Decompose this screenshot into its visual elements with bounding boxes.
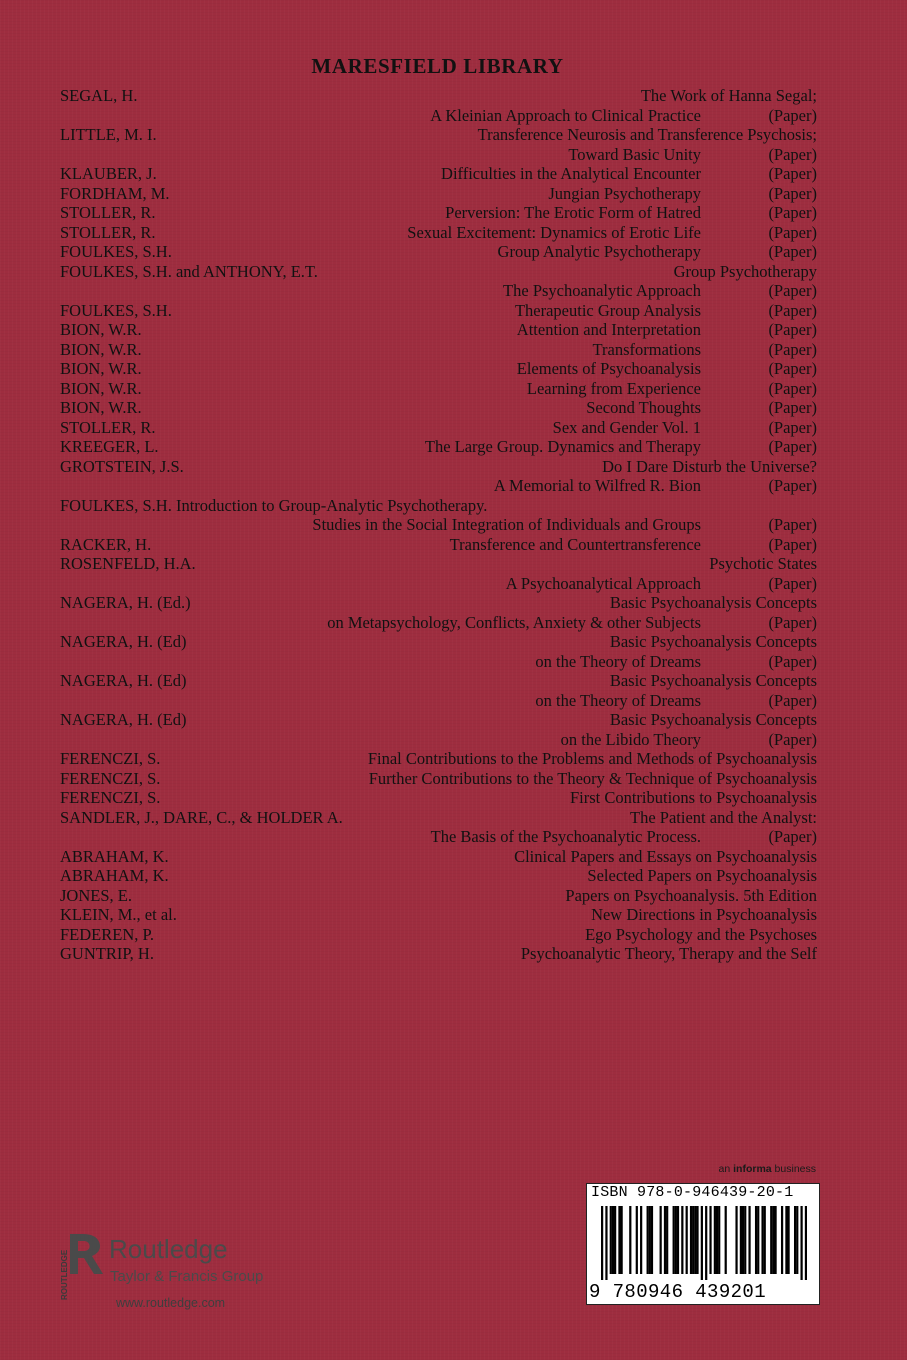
entry-title: Basic Psychoanalysis Concepts [609, 593, 817, 612]
barcode-bar [787, 1206, 789, 1274]
entry-title: Group Psychotherapy [673, 261, 817, 281]
entry-title: First Contributions to Psychoanalysis [569, 788, 817, 807]
entry-format: (Paper) [768, 339, 817, 359]
barcode-bar [735, 1206, 737, 1274]
entry-format: (Paper) [768, 300, 817, 320]
entry-author: ABRAHAM, K. [60, 846, 169, 866]
list-item [60, 769, 817, 789]
list-item [60, 164, 817, 184]
entry-title: The Basis of the Psychoanalytic Process. [430, 827, 701, 846]
entry-author: FOULKES, S.H. Introduction to Group-Analytic Psychotherapy. [60, 495, 488, 515]
entry-format: (Paper) [768, 398, 817, 417]
list-item [60, 223, 817, 243]
entry-author: FERENCZI, S. [60, 749, 161, 768]
barcode-bar [673, 1206, 675, 1274]
barcode-bar [718, 1206, 720, 1274]
entry-format: (Paper) [768, 203, 817, 222]
list-item [60, 125, 817, 164]
entry-title: Do I Dare Disturb the Universe? [602, 456, 817, 476]
entry-title: The Large Group. Dynamics and Therapy [424, 437, 701, 456]
list-item [60, 359, 817, 379]
barcode-bar [781, 1206, 783, 1274]
entry-format: (Paper) [768, 222, 817, 242]
barcode-bar [601, 1206, 603, 1280]
entry-format: (Paper) [768, 144, 817, 164]
list-item [60, 593, 817, 632]
barcode-bar [761, 1206, 763, 1274]
entry-title: Basic Psychoanalysis Concepts [609, 671, 817, 690]
entry-author: SEGAL, H. [60, 86, 138, 105]
entry-title: Perversion: The Erotic Form of Hatred [445, 203, 701, 222]
entry-format: (Paper) [768, 437, 817, 456]
entry-title: Final Contributions to the Problems and Methods of Psychoanalysis [367, 749, 817, 768]
barcode-bar [664, 1206, 666, 1274]
entry-author: JONES, E. [60, 885, 132, 905]
barcode-bar [675, 1206, 677, 1274]
entry-title: Papers on Psychoanalysis. 5th Edition [565, 885, 817, 905]
barcode-bar [629, 1206, 631, 1274]
entry-author: FERENCZI, S. [60, 768, 161, 788]
barcode-bar [716, 1206, 718, 1274]
entry-author: ABRAHAM, K. [60, 866, 169, 885]
entry-format: (Paper) [768, 515, 817, 534]
entry-title: The Patient and the Analyst: [630, 807, 817, 827]
barcode-bar [681, 1206, 683, 1274]
publisher-url: www.routledge.com [116, 1296, 226, 1310]
entry-author: FOULKES, S.H. [60, 242, 172, 261]
entry-author: LITTLE, M. I. [60, 125, 157, 144]
list-item [60, 320, 817, 340]
barcode-bar [649, 1206, 651, 1274]
entry-author: NAGERA, H. (Ed) [60, 632, 187, 651]
list-item [60, 418, 817, 438]
series-title: MARESFIELD LIBRARY [311, 54, 564, 78]
ean-number: 9 780946 439201 [589, 1281, 767, 1303]
list-item [60, 925, 817, 945]
entry-format: (Paper) [768, 320, 817, 339]
entry-title: The Psychoanalytic Approach [503, 281, 701, 300]
barcode-bar [690, 1206, 692, 1274]
barcode-bar [805, 1206, 807, 1280]
entry-title: Transference and Countertransference [449, 534, 701, 554]
informa-tagline: an informa business [718, 1163, 816, 1175]
list-item [60, 749, 817, 769]
barcode-bar [694, 1206, 696, 1274]
entry-author: STOLLER, R. [60, 417, 156, 437]
barcode-bar [772, 1206, 774, 1274]
barcode-bar [796, 1206, 798, 1274]
barcode-bar [696, 1206, 698, 1274]
entry-author: FEDEREN, P. [60, 924, 154, 944]
barcode-bar [785, 1206, 787, 1274]
routledge-logo-icon [56, 1230, 106, 1302]
entry-author: BION, W.R. [60, 320, 142, 339]
entry-title: Clinical Papers and Essays on Psychoanalysis [514, 846, 817, 866]
entry-format: (Paper) [768, 281, 817, 300]
entry-title: on the Theory of Dreams [535, 690, 701, 710]
entry-title: Attention and Interpretation [516, 320, 701, 339]
entry-author: STOLLER, R. [60, 222, 156, 242]
barcode-bar [714, 1206, 716, 1274]
entry-title: Group Analytic Psychotherapy [497, 242, 701, 261]
entry-author: RACKER, H. [60, 534, 152, 554]
barcode-bar [748, 1206, 750, 1274]
entry-title: Learning from Experience [526, 378, 701, 398]
barcode-bar [725, 1206, 727, 1274]
entry-author: KREEGER, L. [60, 437, 159, 456]
entry-format: (Paper) [768, 378, 817, 398]
entry-author: NAGERA, H. (Ed) [60, 671, 187, 690]
entry-author: BION, W.R. [60, 339, 142, 359]
list-item [60, 86, 817, 125]
entry-title: A Memorial to Wilfred R. Bion [493, 476, 701, 495]
barcode-bar [651, 1206, 653, 1274]
list-item [60, 437, 817, 457]
barcode-bar [742, 1206, 744, 1274]
list-item [60, 710, 817, 749]
barcode-bar [614, 1206, 616, 1274]
entry-title: Psychoanalytic Theory, Therapy and the Self [520, 944, 817, 963]
barcode-bars [601, 1206, 807, 1280]
entry-title: on the Theory of Dreams [535, 651, 701, 671]
list-item [60, 554, 817, 593]
entry-author: NAGERA, H. (Ed) [60, 710, 187, 729]
barcode-bar [660, 1206, 662, 1274]
barcode-bar [647, 1206, 649, 1274]
publisher-group: Taylor & Francis Group [110, 1268, 264, 1285]
barcode-bar [764, 1206, 766, 1274]
list-item [60, 905, 817, 925]
entry-title: Elements of Psychoanalysis [516, 359, 701, 378]
entry-format: (Paper) [768, 183, 817, 203]
entry-format: (Paper) [768, 105, 817, 125]
entry-title: The Work of Hanna Segal; [640, 86, 817, 105]
entry-format: (Paper) [768, 690, 817, 710]
entry-format: (Paper) [768, 359, 817, 378]
entry-title: Ego Psychology and the Psychoses [585, 924, 817, 944]
entry-format: (Paper) [768, 417, 817, 437]
isbn-text: ISBN 978-0-946439-20-1 [591, 1184, 794, 1201]
entry-title: Selected Papers on Psychoanalysis [587, 866, 817, 885]
list-item [60, 340, 817, 360]
book-list [60, 86, 817, 964]
entry-title: A Psychoanalytical Approach [505, 573, 701, 593]
entry-title: New Directions in Psychoanalysis [591, 905, 817, 924]
entry-format: (Paper) [768, 827, 817, 846]
barcode-bar [612, 1206, 614, 1274]
list-item [60, 671, 817, 710]
list-item [60, 398, 817, 418]
entry-title: Basic Psychoanalysis Concepts [609, 632, 817, 651]
barcode-bar [701, 1206, 703, 1280]
list-item [60, 457, 817, 496]
barcode-bar [800, 1206, 802, 1280]
entry-title: Toward Basic Unity [568, 144, 701, 164]
barcode-bar [621, 1206, 623, 1274]
entry-author: FOULKES, S.H. and ANTHONY, E.T. [60, 261, 318, 281]
entry-title: Therapeutic Group Analysis [514, 300, 701, 320]
list-item [60, 808, 817, 847]
entry-title: Further Contributions to the Theory & Technique of Psychoanalysis [368, 768, 817, 788]
barcode-label [586, 1183, 820, 1305]
entry-author: FERENCZI, S. [60, 788, 161, 807]
entry-format: (Paper) [768, 242, 817, 261]
barcode-bar [705, 1206, 707, 1280]
entry-author: ROSENFELD, H.A. [60, 554, 196, 573]
list-item [60, 184, 817, 204]
barcode-bar [709, 1206, 711, 1274]
barcode-bar [640, 1206, 642, 1274]
entry-author: BION, W.R. [60, 359, 142, 378]
list-item [60, 379, 817, 399]
barcode-bar [692, 1206, 694, 1274]
entry-title: Studies in the Social Integration of Individuals and Groups [312, 515, 701, 534]
entry-author: NAGERA, H. (Ed.) [60, 593, 191, 612]
entry-format: (Paper) [768, 612, 817, 632]
barcode-bar [770, 1206, 772, 1274]
list-item [60, 301, 817, 321]
entry-title: on Metapsychology, Conflicts, Anxiety & other Subjects [327, 612, 701, 632]
list-item [60, 632, 817, 671]
barcode-bar [757, 1206, 759, 1274]
barcode-bar [740, 1206, 742, 1274]
entry-author: STOLLER, R. [60, 203, 156, 222]
entry-title: Jungian Psychotherapy [548, 183, 701, 203]
entry-author: BION, W.R. [60, 398, 142, 417]
barcode-bar [605, 1206, 607, 1280]
list-item [60, 535, 817, 555]
entry-author: GUNTRIP, H. [60, 944, 154, 963]
entry-title: Psychotic States [709, 554, 817, 573]
list-item [60, 866, 817, 886]
list-item [60, 496, 817, 535]
entry-title: Second Thoughts [586, 398, 701, 417]
list-item [60, 242, 817, 262]
entry-author: FOULKES, S.H. [60, 300, 172, 320]
publisher-name: Routledge [109, 1234, 228, 1264]
entry-title: A Kleinian Approach to Clinical Practice [430, 105, 701, 125]
entry-format: (Paper) [768, 476, 817, 495]
entry-author: BION, W.R. [60, 378, 142, 398]
list-item [60, 847, 817, 867]
barcode-bar [774, 1206, 776, 1274]
barcode-bar [666, 1206, 668, 1274]
entry-format: (Paper) [768, 573, 817, 593]
entry-format: (Paper) [768, 729, 817, 749]
barcode-bar [686, 1206, 688, 1274]
routledge-vertical-wordmark: ROUTLEDGE [60, 1249, 69, 1300]
barcode-bar [610, 1206, 612, 1274]
entry-title: Sex and Gender Vol. 1 [552, 417, 701, 437]
entry-title: Basic Psychoanalysis Concepts [609, 710, 817, 729]
entry-author: KLAUBER, J. [60, 164, 157, 183]
list-item [60, 944, 817, 964]
barcode-bar [794, 1206, 796, 1274]
barcode-bar [744, 1206, 746, 1274]
entry-title: Transference Neurosis and Transference Psychosis; [477, 125, 817, 144]
barcode-bar [618, 1206, 620, 1274]
entry-title: Difficulties in the Analytical Encounter [441, 164, 701, 183]
entry-author: GROTSTEIN, J.S. [60, 456, 184, 476]
entry-format: (Paper) [768, 534, 817, 554]
barcode-bar [636, 1206, 638, 1274]
entry-author: SANDLER, J., DARE, C., & HOLDER A. [60, 807, 343, 827]
barcode-bar [755, 1206, 757, 1274]
entry-title: Transformations [592, 339, 701, 359]
list-item [60, 788, 817, 808]
list-item [60, 203, 817, 223]
list-item [60, 262, 817, 301]
entry-format: (Paper) [768, 164, 817, 183]
list-item [60, 886, 817, 906]
entry-author: FORDHAM, M. [60, 183, 170, 203]
entry-author: KLEIN, M., et al. [60, 905, 177, 924]
entry-format: (Paper) [768, 651, 817, 671]
barcode-bar [677, 1206, 679, 1274]
entry-title: Sexual Excitement: Dynamics of Erotic Life [407, 222, 701, 242]
entry-title: on the Libido Theory [560, 729, 701, 749]
